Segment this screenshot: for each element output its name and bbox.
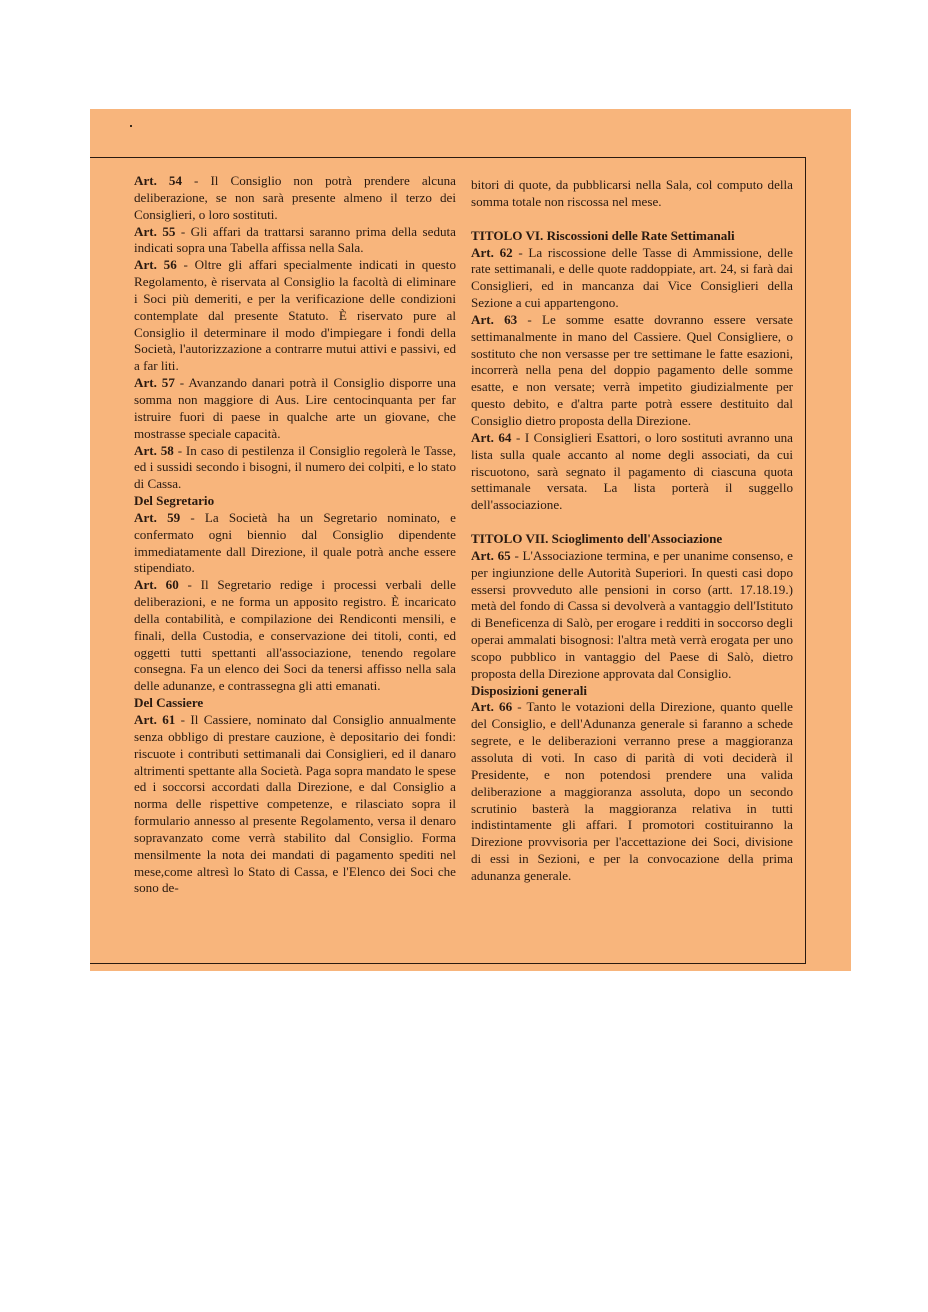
article-paragraph bbox=[471, 430, 793, 514]
article-label: Art. 65 bbox=[471, 547, 511, 563]
right-column bbox=[471, 177, 793, 885]
article-paragraph bbox=[134, 173, 456, 224]
article-text: - La riscossione delle Tasse di Ammissione, delle rate settimanali, e delle quote raddoppiate, art. 24, si farà dai Consiglieri, ed in mancanza dai Vice Consiglieri della Sezione a cui appartengono. bbox=[471, 244, 793, 311]
continuation-paragraph: bitori di quote, da pubblicarsi nella Sala, col computo della somma totale non riscossa nel mese. bbox=[471, 177, 793, 209]
article-label: Art. 66 bbox=[471, 699, 513, 715]
article-label: Art. 59 bbox=[134, 509, 181, 525]
section-heading: Disposizioni generali bbox=[471, 682, 588, 698]
article-paragraph bbox=[134, 712, 456, 897]
article-text: - In caso di pestilenza il Consiglio regolerà le Tasse, ed i sussidi secondo i bisogni, il numero dei colpiti, e lo stato di Cassa. bbox=[134, 442, 456, 492]
article-text: - Il Segretario redige i processi verbali delle deliberazioni, e ne forma un apposito registro. È incaricato della contabilità, e compilazione dei Rendiconti mensili, e finali, della Custodia, e conservazione dei titoli, conti, ed oggetti tutti spettanti all'associazione, tenendo regolare consegna. Fa un elenco dei Soci da tenersi affisso nella sala delle adunanze, e contrassegna gli atti emanati. bbox=[134, 577, 456, 694]
section-heading: Del Cassiere bbox=[134, 695, 204, 711]
article-text: - Gli affari da trattarsi saranno prima della seduta indicati sopra una Tabella affissa nella Sala. bbox=[134, 223, 456, 256]
article-paragraph bbox=[134, 257, 456, 375]
right-rule bbox=[805, 157, 806, 963]
titolo-heading: TITOLO VI. Riscossioni delle Rate Settimanali bbox=[471, 227, 735, 243]
article-label: Art. 63 bbox=[471, 311, 518, 327]
left-column bbox=[134, 173, 456, 897]
article-paragraph bbox=[134, 577, 456, 695]
article-paragraph bbox=[471, 548, 793, 683]
article-paragraph bbox=[471, 699, 793, 884]
speck-mark bbox=[130, 125, 132, 127]
article-text: - Oltre gli affari specialmente indicati in questo Regolamento, è riservata al Consiglio la facoltà di eliminare i Soci più demeriti, e per la verificazione delle condizioni contemplate dal presente Statuto. È riservato pure al Consiglio il determinare il modo d'impiegare i fondi della Società, l'autorizzazione a contrarre mutui attivi e passivi, ed a far liti. bbox=[134, 257, 456, 374]
article-paragraph bbox=[471, 245, 793, 312]
article-text: - Avanzando danari potrà il Consiglio disporre una somma non maggiore di Aus. Lire centocinquanta per far istruire fuori di paese in qualche arte un giovane, che mostrasse speciale capacità. bbox=[134, 375, 456, 441]
section-heading: Del Segretario bbox=[134, 493, 215, 509]
article-paragraph bbox=[134, 510, 456, 577]
article-text: - I Consiglieri Esattori, o loro sostituti avranno una lista sulla quale accanto al nome degli associati, da cui riscuotono, sarà segnato il pagamento di ciascuna quota settimanale versata. La lista porterà il suggello dell'associazione. bbox=[471, 429, 793, 513]
article-label: Art. 54 bbox=[134, 173, 183, 188]
article-text: - Il Consiglio non potrà prendere alcuna deliberazione, se non sarà presente almeno il terzo dei Consiglieri, o loro sostituti. bbox=[134, 173, 456, 222]
article-label: Art. 58 bbox=[134, 442, 174, 458]
article-label: Art. 64 bbox=[471, 429, 512, 445]
article-paragraph bbox=[134, 375, 456, 442]
article-label: Art. 60 bbox=[134, 577, 179, 593]
article-label: Art. 61 bbox=[134, 712, 176, 727]
bottom-rule bbox=[90, 963, 806, 964]
article-paragraph bbox=[471, 312, 793, 430]
article-label: Art. 55 bbox=[134, 223, 176, 239]
article-text: - Tanto le votazioni della Direzione, quanto quelle del Consiglio, e dell'Adunanza generale si faranno a schede segrete, e le deliberazioni verranno prese a maggioranza assoluta di voti. In caso di parità di voti deciderà il Presidente, e non potendosi prendere una valida deliberazione a maggioranza assoluta, dopo un secondo scrutinio basterà la maggioranza relativa in tutti indistintamente gli affari. I promotori costituiranno la Direzione provvisoria per l'accettazione dei Soci, divisione di essi in Sezioni, e per la convocazione della prima adunanza generale. bbox=[471, 699, 793, 883]
article-text: - Le somme esatte dovranno essere versate settimanalmente in mano del Cassiere. Quel Consigliere, o sostituto che non versasse per tre settimane le fatte esazioni, incorrerà nella pena del doppio pagamento delle somme esatte, e non versate; verrà impetito giudizialmente per questo debito, e d'altra parte potrà essere destituito dal Consiglio dietro proposta della Direzione. bbox=[471, 311, 793, 428]
article-paragraph bbox=[134, 443, 456, 494]
article-text: - L'Associazione termina, e per unanime consenso, e per ingiunzione delle Autorità Superiori. In questi casi dopo essersi provveduto alle pensioni in corso (artt. 17.18.19.) metà del fondo di Cassa si devolverà a vantaggio dell'Istituto di Beneficenza di Salò, per erogare i redditi in soccorso degli operai ammalati bisognosi: l'altra metà verrà erogata per uno scopo pubblico in vantaggio del Paese di Salò, dietro proposta della Direzione approvata dal Consiglio. bbox=[471, 547, 793, 681]
titolo-heading: TITOLO VII. Scioglimento dell'Associazione bbox=[471, 531, 723, 547]
article-text: - Il Cassiere, nominato dal Consiglio annualmente senza obbligo di prestare cauzione, è depositario dei fondi: riscuote i contributi settimanali dai Consiglieri, ed il danaro altrimenti spettante alla Società. Paga sopra mandato le spese ed i soccorsi accordati dalla Direzione, e dal Consiglio a norma delle rispettive competenze, e rilasciato sopra il formulario annesso al presente Regolamento, versa il denaro sopravanzato come verrà stabilito dal Consiglio. Forma mensilmente la nota dei mandati di pagamento spediti nel mese,come altresì lo Stato di Cassa, e l'Elenco dei Soci che sono de- bbox=[134, 712, 456, 896]
article-text: - La Società ha un Segretario nominato, e confermato ogni biennio dal Consiglio dipendente immediatamente dall Direzione, il quale potrà anche essere stipendiato. bbox=[134, 509, 456, 576]
section-spacer bbox=[471, 514, 793, 531]
article-label: Art. 62 bbox=[471, 244, 513, 260]
article-paragraph bbox=[134, 224, 456, 258]
section-spacer bbox=[471, 211, 793, 228]
article-label: Art. 57 bbox=[134, 375, 175, 391]
article-label: Art. 56 bbox=[134, 257, 177, 273]
scanned-page bbox=[90, 109, 851, 971]
top-rule bbox=[90, 157, 806, 158]
